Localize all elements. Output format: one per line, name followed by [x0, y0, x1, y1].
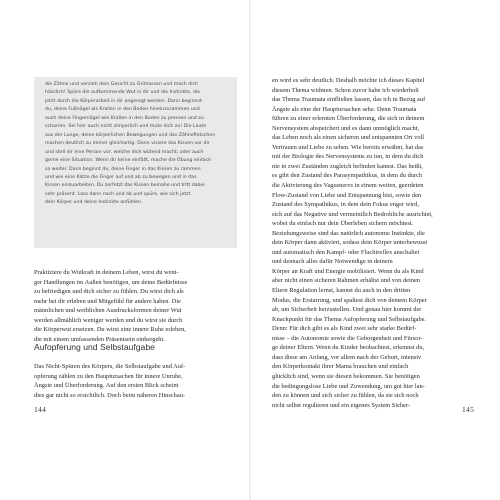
text-line: opferung zählen zu den Hauptursachen für innere Unruhe,: [34, 372, 183, 380]
text-line: die mit einem umfassenden Präsentsein einhergeht.: [34, 335, 165, 343]
exercise-text-line: sehr präsent. Lass dann nach und ab und spüre, wie sich jetzt: [45, 191, 191, 197]
text-line: das Leben noch als einen sicheren und entspannten Ort voll: [272, 134, 425, 142]
text-line: den Körperkontakt ihrer Mama brauchen und einfach: [272, 363, 409, 371]
exercise-text-line: dein Körper und deine Instinkte anfühlen.: [45, 200, 143, 206]
exercise-text-line: du, deine Fußnägel als Krallen in den Boden hineinzurammen und: [45, 107, 200, 113]
text-line: Körper an Kraft und Energie mobilisiert. Wenn du als Kind: [272, 267, 424, 275]
exercise-text-line: und stell dir eine Person vor, welche dich wütend macht; oder auch: [45, 149, 204, 155]
text-line: die Aktivierung des Vagusnervs in einem weiten, geerdeten: [272, 182, 424, 190]
exercise-text-line: machen deutlich zu immer gleichartig. Dann visiere das Kissen vor dir: [45, 141, 210, 147]
right-paragraph: [272, 76, 476, 410]
text-line: und dennach alles dafür Notwendige in deinem: [272, 258, 393, 266]
text-line: werden allmählich weniger werden und du wirst sie durch: [34, 316, 183, 324]
text-line: dies gar nicht so ersichtlich. Doch beim näheren Hinschau-: [34, 391, 186, 399]
exercise-box: [34, 77, 237, 248]
section-heading: Aufopferung und Selbstaufgabe: [34, 342, 155, 352]
text-line: diesem Thema widmen. Schon zuvor habe ich wiederholt: [272, 86, 419, 94]
text-line: Zustand des Sympathikus, in dem dein Fokus enger wird,: [272, 201, 419, 209]
text-line: ger Handlungen im Außen benötigen, um deine Bedürfnisse: [34, 278, 188, 286]
text-line: die Körperwut ersetzen. Du wirst eine innere Ruhe erleben,: [34, 326, 186, 334]
text-line: wobei du einfach nur dein Überleben sichern möchtest.: [272, 220, 414, 228]
exercise-text-line: gerne eine Situation. Wenn dir keine einfällt, mache die Übung einfach: [45, 158, 212, 164]
text-line: Das Nicht-Spüren des Körpers, die Selbstaufgabe und Auf-: [34, 363, 186, 370]
exercise-text-line: auch deine Fingernägel wie Krallen in den Boden zu pressen und zu: [45, 115, 204, 121]
text-line: Eltern Regulation lernst, kannst du auch in den dritten: [272, 287, 411, 295]
page-number-left: 144: [34, 405, 47, 414]
text-line: Beziehungsweise sind das natürlich autonome Instinkte, die: [272, 229, 425, 237]
exercise-text-line: die Zähne und verzieh dein Gesicht zu Grimassen und mach dich: [45, 82, 199, 87]
page-number-right: 145: [462, 405, 475, 414]
text-line: Ängste und Überforderung. Auf den ersten Blick scheint: [34, 382, 179, 390]
text-line: dein Körper dann aktiviert, sodass dein Körper unterbewusst: [272, 239, 428, 247]
text-line: nie in zwei Zuständen zugleich befinden kannst. Das heißt,: [272, 162, 423, 170]
exercise-text-line: und wie eine Katze die Finger auf und ab zu bewegen und in das: [45, 174, 197, 180]
text-line: Ängste als eine der Hauptursachen sehe. Denn Traumata: [272, 105, 417, 113]
text-line: Vertrauen und Liebe zu sehen. Wie bereits erwähnt, hat das: [272, 143, 424, 151]
text-line: die bedingungslose Liebe und Zuwendung, um gut hier lan-: [272, 382, 425, 390]
text-line: den zu können und sich sicher zu fühlen, da sie sich noch: [272, 392, 419, 400]
text-line: dass diese am Anfang, vor allem nach der Geburt, intensiv: [272, 353, 422, 361]
text-line: sich auf das Negative und vermeintlich Bedrohliche ausrichtet,: [272, 210, 433, 218]
text-line: Denn: Für dich gibt es als Kind zwei sehr starke Bedürf-: [272, 325, 417, 333]
exercise-text-line: aus der Lunge, deine körperlichen Bewegungen und das Zähnefletschen: [45, 132, 216, 138]
text-line: zu befriedigen und dich sicher zu fühlen. Du wirst dich als: [34, 288, 184, 296]
right-page: [251, 0, 500, 500]
exercise-text-line: Kissen einzuarbeiten. Du zerfetzt das Kissen beinahe und tritt dabei: [45, 183, 205, 189]
text-line: führen zu einer erlernten Überforderung, die sich in deinem: [272, 115, 425, 123]
text-line: glücklich sind, wenn sie diesen bekommen. Sie benötigen: [272, 372, 420, 380]
text-line: Nervensystem abspeichert und es dann unmöglich macht,: [272, 124, 420, 132]
text-line: und automatisch den Kampf- oder Fluchtreflex anschaltet: [272, 248, 420, 256]
text-line: aber nicht einen sicheren Rahmen erhältst und von deinen: [272, 277, 420, 285]
left-paragraph-1: [34, 268, 237, 344]
left-page: [0, 0, 249, 500]
exercise-text-line: jetzt durch die Körperarbeit in dir angeregt werden. Dann beginnst: [45, 98, 202, 104]
text-line: männlichen und weiblichen Ausdrucksformen deiner Wut: [34, 307, 182, 315]
text-line: das Thema Traumata einfließen lassen, das ich in Bezug auf: [272, 96, 426, 104]
text-line: nisse – die Autonomie sowie die Geborgenheit und Fürsor-: [272, 334, 423, 342]
text-line: nicht selbst regulieren und ein eigenes System Sicher-: [272, 401, 411, 409]
text-line: mehr bei dir erleben und Mitgefühl für andere haben. Die: [34, 297, 181, 305]
text-line: Praktiziere du Wutkraft in deinem Leben, wirst du weni-: [34, 269, 179, 276]
exercise-text-line: so weiter. Dann beginnt du, deine Finger in das Kissen zu rammen: [45, 166, 201, 172]
text-line: ab, um Sicherheit herzustellen. Und genau hier kommt der: [272, 306, 422, 314]
exercise-text-line: hässlich! Spüre die aufkommende Wut in dir und die Instinkte, die: [45, 90, 201, 96]
text-line: en wird es sehr deutlich. Deshalb möchte ich dieses Kapitel: [272, 77, 425, 84]
text-line: mit der Biologie des Nervensystems zu tun, in dem du dich: [272, 153, 424, 161]
left-paragraph-2: [34, 362, 237, 400]
text-line: Flow-Zustand von Liebe und Entspannung bist, sowie den: [272, 191, 422, 199]
text-line: ge deiner Eltern. Wenn du Kinder beobachtest, erkennst du,: [272, 344, 425, 352]
text-line: es gibt den Zustand des Parasympathikus, in dem du durch: [272, 172, 423, 180]
exercise-text-line: scharren. Sei hier auch nicht zimperlich und mute dich zu! Die Laute: [45, 124, 207, 130]
text-line: Modus, die Erstarrung, und spaltest dich von deinem Körper: [272, 296, 427, 304]
text-line: Knackpunkt für das Thema Aufopferung und Selbstaufgabe.: [272, 315, 427, 323]
